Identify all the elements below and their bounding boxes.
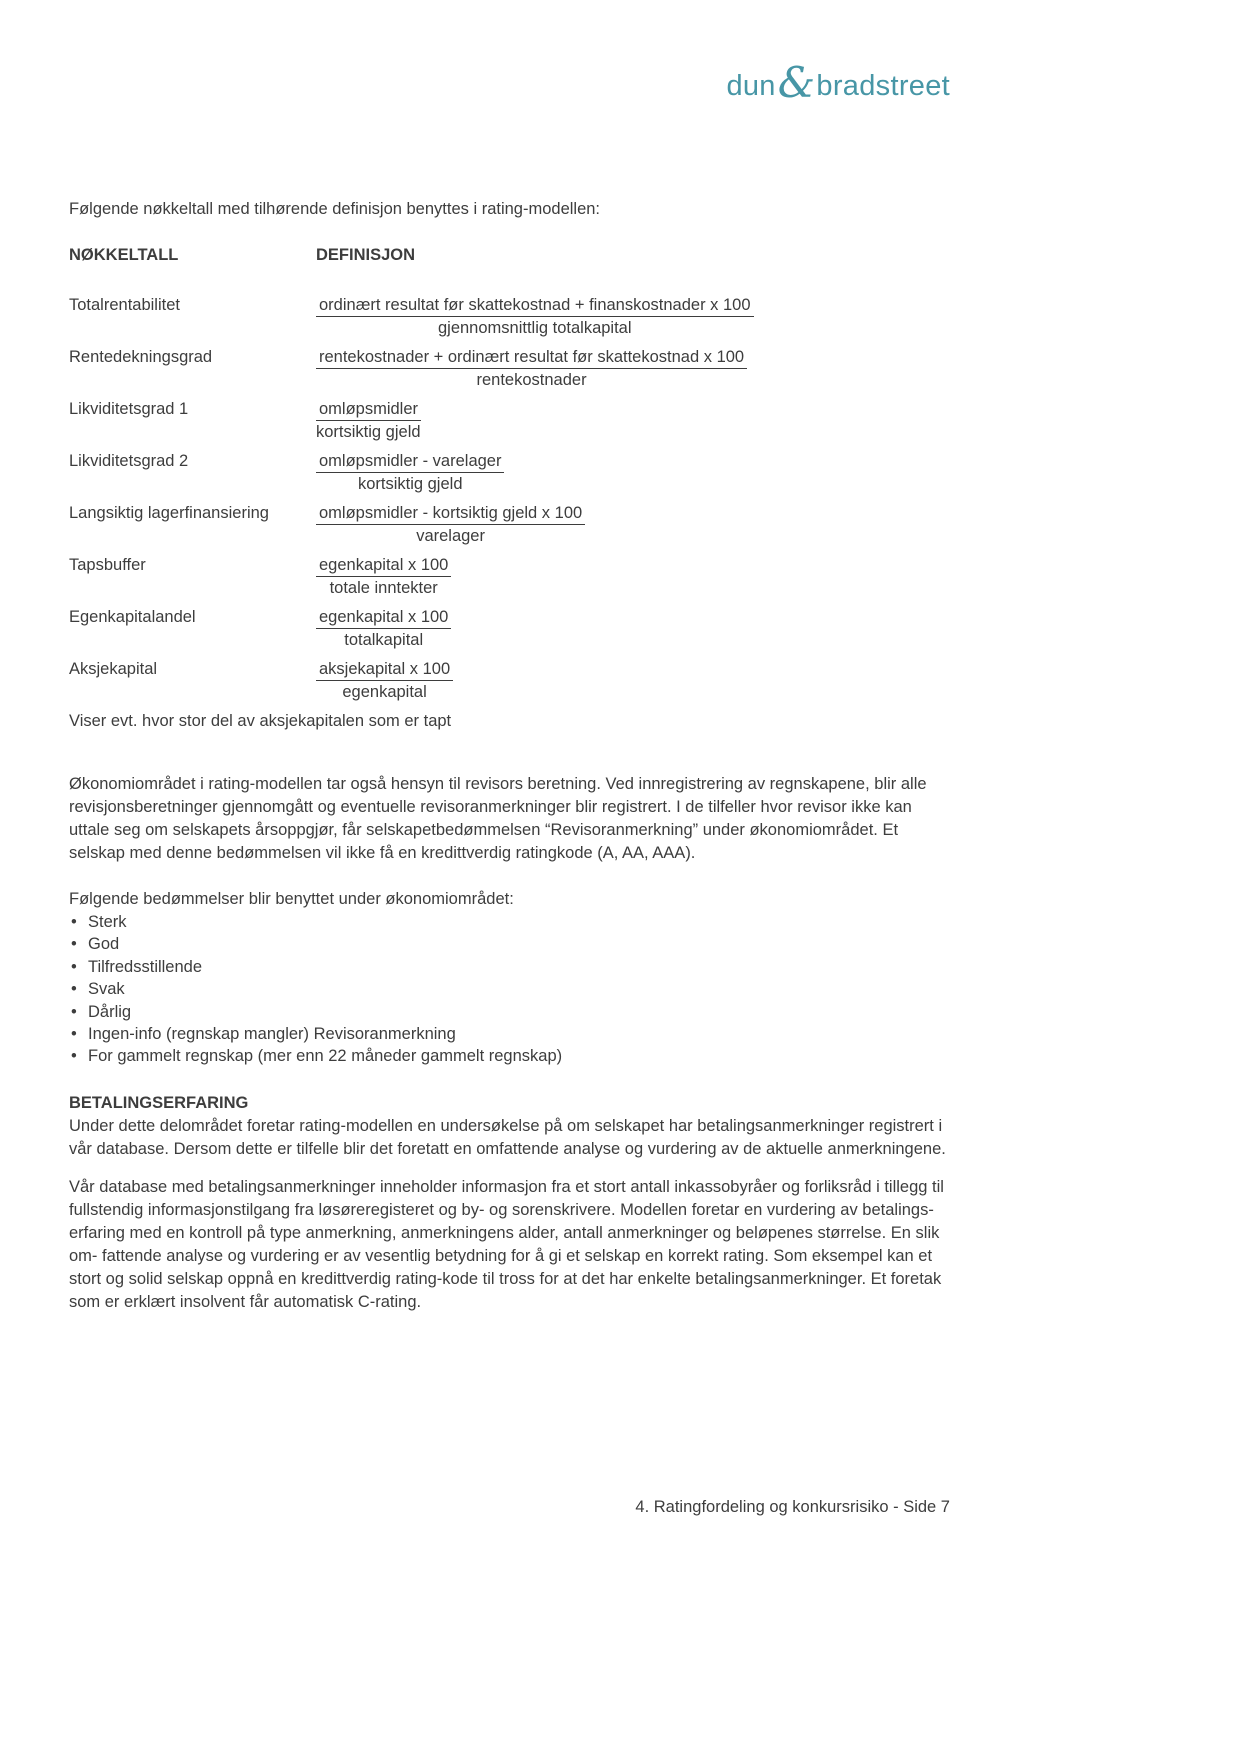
fraction-numerator: omløpsmidler (316, 399, 421, 421)
list-item: • For gammelt regnskap (mer enn 22 måneder gammelt regnskap) (69, 1045, 950, 1067)
list-item: • Sterk (69, 911, 950, 933)
page-footer: 4. Ratingfordeling og konkursrisiko - Side 7 (635, 1498, 950, 1516)
bedommelser-intro: Følgende bedømmelser blir benyttet under økonomiområdet: (69, 890, 514, 908)
table-header-definisjon: DEFINISJON (316, 246, 416, 264)
list-item: • Svak (69, 978, 950, 1000)
fraction-denominator: kortsiktig gjeld (357, 475, 463, 493)
page-content (69, 0, 950, 1314)
ratio-label: Aksjekapital (69, 660, 158, 678)
table-row (69, 502, 950, 546)
fraction-numerator: omløpsmidler - varelager (316, 451, 504, 473)
bedommelser-list (69, 911, 950, 1068)
fraction-denominator: totalkapital (344, 631, 424, 649)
betalingserfaring-paragraph-2: Vår database med betalingsanmerkninger inneholder informasjon fra et stort antall inkassobyråer og forliksråd i tillegg til fullstendig informasjonstilgang fra løsøreregisteret og by- og sorenskrivere. Modellen foretar en vurdering av betalings- erfaring med en kontroll på type anmerkning, anmerkningens alder, antall anmerkninger og beløpenes størrelse. En slik om- fattende analyse og vurdering er av vesentlig betydning for å gi et selskap en korrekt rating. Som eksempel kan et stort og solid selskap oppnå en kredittverdig rating-kode til tross for at det har enkelte betalingsanmerkninger. Et foretak som er erklært insolvent får automatisk C-rating. (69, 1177, 944, 1311)
fraction-numerator: ordinært resultat før skattekostnad + finanskostnader x 100 (316, 295, 754, 317)
list-item: • Dårlig (69, 1001, 950, 1023)
ratio-label: Rentedekningsgrad (69, 348, 213, 366)
fraction-numerator: rentekostnader + ordinært resultat før skattekostnad x 100 (316, 347, 747, 369)
ratio-label: Langsiktig lagerfinansiering (69, 504, 269, 522)
fraction-numerator: egenkapital x 100 (316, 555, 451, 577)
list-item: • Ingen-info (regnskap mangler) Revisoranmerkning (69, 1023, 950, 1045)
table-row (69, 346, 950, 390)
ampersand-icon: & (777, 58, 816, 107)
fraction-numerator: omløpsmidler - kortsiktig gjeld x 100 (316, 503, 585, 525)
table-header-nokkeltall: NØKKELTALL (69, 246, 179, 264)
fraction-denominator: varelager (416, 527, 485, 545)
table-row (69, 450, 950, 494)
table-row (69, 554, 950, 598)
betalingserfaring-paragraph-1: Under dette delområdet foretar rating-modellen en undersøkelse på om selskapet har betalingsanmerkninger registrert i vår database. Dersom dette er tilfelle blir det foretatt en omfattende analyse og vurdering av de aktuelle anmerkningene. (69, 1116, 946, 1158)
ratio-definition (316, 346, 747, 390)
list-item: • God (69, 933, 950, 955)
table-row (69, 294, 950, 338)
table-row (69, 658, 950, 702)
fraction-denominator: kortsiktig gjeld (316, 423, 421, 441)
ratio-label: Likviditetsgrad 1 (69, 400, 189, 418)
fraction-numerator: egenkapital x 100 (316, 607, 451, 629)
list-item: • Tilfredsstillende (69, 956, 950, 978)
fraction-denominator: rentekostnader (476, 371, 587, 389)
fraction-denominator: totale inntekter (329, 579, 438, 597)
table-row (69, 398, 950, 442)
fraction-denominator: gjennomsnittlig totalkapital (437, 319, 632, 337)
ratio-definition (316, 398, 421, 442)
fraction-numerator: aksjekapital x 100 (316, 659, 453, 681)
okonomi-paragraph: Økonomiområdet i rating-modellen tar også hensyn til revisors beretning. Ved innregistrering av regnskapene, blir alle revisjonsberetninger gjennomgått og eventuelle revisoranmerkninger blir registrert. I de tilfeller hvor revisor ikke kan uttale seg om selskapets årsoppgjør, får selskapetbedømmelsen “Revisoranmerkning” under økonomiområdet. Et selskap med denne bedømmelsen vil ikke få en kredittverdig ratingkode (A, AA, AAA). (69, 775, 927, 862)
ratio-label: Tapsbuffer (69, 556, 146, 574)
logo-text-dun: dun (726, 70, 776, 102)
ratio-definition (316, 450, 504, 494)
ratio-definition (316, 502, 585, 546)
table-row (69, 606, 950, 650)
table-header-row (69, 244, 950, 267)
ratio-definition (316, 294, 754, 338)
ratio-definition (316, 606, 451, 650)
intro-text: Følgende nøkkeltall med tilhørende definisjon benyttes i rating-modellen: (69, 200, 601, 218)
ratio-label: Totalrentabilitet (69, 296, 180, 314)
fraction-denominator: egenkapital (342, 683, 427, 701)
logo-text-bradstreet: bradstreet (816, 70, 950, 102)
ratio-definition (316, 554, 451, 598)
aksjekapital-note: Viser evt. hvor stor del av aksjekapitalen som er tapt (69, 712, 452, 730)
ratio-definition (316, 658, 453, 702)
dun-bradstreet-logo (726, 58, 950, 107)
ratio-label: Likviditetsgrad 2 (69, 452, 189, 470)
betalingserfaring-heading: BETALINGSERFARING (69, 1093, 249, 1112)
ratio-label: Egenkapitalandel (69, 608, 196, 626)
